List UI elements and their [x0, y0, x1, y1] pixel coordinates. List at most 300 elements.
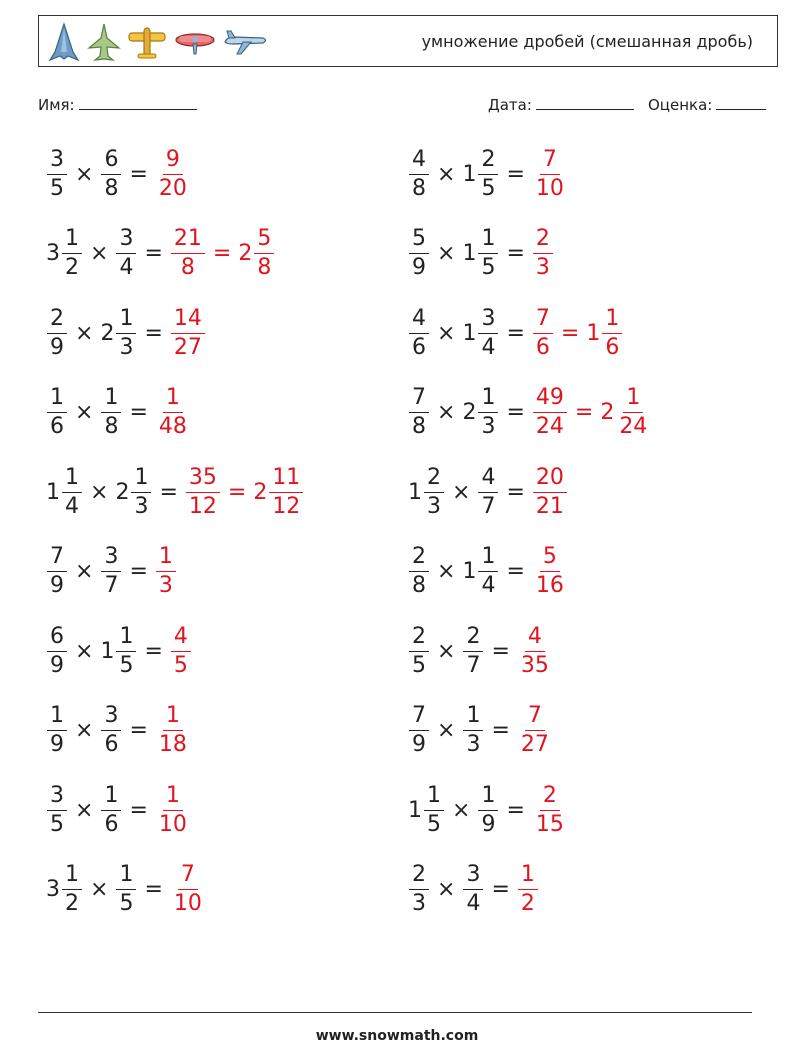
- operand-b-numerator: 3: [101, 546, 121, 572]
- operand-a-numerator: 1: [47, 387, 67, 413]
- operand-b-denominator: 6: [104, 732, 119, 757]
- operand-b-fraction: [101, 705, 121, 756]
- equals-sign: =: [144, 241, 163, 266]
- operand-a-denominator: 2: [65, 255, 79, 280]
- times-sign: ×: [437, 877, 456, 902]
- operand-b-whole: 2: [100, 320, 115, 346]
- equals-sign: =: [506, 241, 525, 266]
- operand-a-whole: 1: [408, 479, 422, 505]
- name-label: Имя:: [38, 96, 75, 114]
- equals-sign: =: [491, 877, 510, 902]
- problem-18: [408, 778, 568, 842]
- operand-a-numerator: 4: [409, 308, 429, 334]
- operand-b-numerator: 1: [478, 546, 498, 572]
- answer: [170, 623, 192, 678]
- answer-1-fraction: [533, 228, 553, 279]
- times-sign: ×: [437, 638, 456, 664]
- answer-1-numerator: 7: [540, 149, 560, 175]
- answer-2-numerator: 1: [602, 308, 622, 334]
- times-sign: ×: [437, 320, 456, 346]
- problem-12: [408, 540, 568, 604]
- problem-19: [46, 858, 206, 922]
- equals-sign: =: [506, 161, 525, 187]
- operand-b-denominator: 8: [104, 175, 119, 201]
- operand-a-denominator: 9: [50, 573, 64, 598]
- operand-a-denominator: 4: [65, 493, 79, 519]
- times-sign: ×: [437, 241, 456, 266]
- answer: [170, 228, 275, 279]
- answer-1-fraction: [533, 546, 567, 597]
- biplane-icon: [127, 22, 167, 62]
- operand-a-whole: 1: [408, 797, 422, 823]
- operand-a-numerator: 7: [409, 705, 429, 731]
- equals-sign: =: [506, 559, 525, 584]
- equals-sign: =: [129, 559, 148, 584]
- answer: [532, 305, 623, 360]
- operand-a-fraction: [424, 464, 444, 519]
- problem-14: [408, 619, 553, 683]
- problem-7: [46, 381, 191, 445]
- problem-20: [408, 858, 539, 922]
- operand-a-fraction: [47, 546, 67, 597]
- answer: [517, 705, 553, 756]
- operand-a-fraction: [47, 623, 67, 678]
- answer-1-fraction: [533, 782, 567, 837]
- answer: [532, 464, 568, 519]
- times-sign: ×: [437, 161, 456, 187]
- answer-1-numerator: 7: [525, 705, 545, 731]
- equals-sign: =: [144, 877, 163, 902]
- operand-b-numerator: 1: [131, 467, 151, 493]
- problem-1: [46, 142, 191, 206]
- answer-1-denominator: 21: [535, 493, 564, 519]
- equals-sign: =: [144, 320, 163, 346]
- operand-a-fraction: [409, 387, 429, 438]
- problem-5: [46, 301, 206, 365]
- answer-equals-sign: =: [212, 241, 232, 266]
- answer-1-denominator: 27: [173, 334, 202, 360]
- operand-b-denominator: 3: [134, 493, 149, 519]
- operand-a-denominator: 8: [412, 573, 426, 598]
- answer-2-whole: 1: [586, 320, 601, 346]
- operand-b-whole: 1: [100, 638, 115, 664]
- answer-1-fraction: [518, 864, 538, 915]
- operand-a-numerator: 7: [47, 546, 67, 572]
- answer-2-whole: 2: [238, 241, 253, 266]
- operand-a-denominator: 9: [412, 732, 426, 757]
- rocket-icon: [47, 22, 81, 62]
- answer-1-fraction: [186, 464, 220, 519]
- operand-a-denominator: 8: [412, 414, 426, 439]
- answer: [155, 546, 177, 597]
- answer-1-denominator: 2: [520, 891, 535, 916]
- operand-b-whole: 1: [462, 241, 477, 266]
- equals-sign: =: [129, 400, 148, 425]
- operand-a-denominator: 6: [412, 334, 426, 360]
- answer-1-denominator: 15: [535, 811, 564, 837]
- operand-b-whole: 1: [462, 161, 477, 187]
- operand-a-fraction: [409, 305, 429, 360]
- equals-sign: =: [506, 400, 525, 425]
- operand-b-fraction: [101, 782, 121, 837]
- operand-a-fraction: [409, 623, 429, 678]
- equals-sign: =: [159, 479, 178, 505]
- airliner-icon: [223, 22, 269, 62]
- answer-2-numerator: 5: [254, 228, 274, 254]
- operand-b-denominator: 4: [119, 255, 134, 280]
- problem-6: [408, 301, 623, 365]
- equals-sign: =: [506, 320, 525, 346]
- answer-1-fraction: [171, 228, 205, 279]
- equals-sign: =: [129, 161, 148, 187]
- answer-1-numerator: 7: [533, 308, 553, 334]
- operand-b-fraction: [116, 305, 136, 360]
- footer-divider: [38, 1012, 752, 1013]
- operand-b-whole: 2: [462, 400, 477, 425]
- operand-b-denominator: 5: [481, 255, 496, 280]
- plane-icons: [47, 20, 269, 64]
- equals-sign: =: [506, 479, 525, 505]
- answer-1-numerator: 5: [540, 546, 560, 572]
- answer-2-denominator: 6: [605, 334, 620, 360]
- answer-1-denominator: 3: [158, 573, 173, 598]
- times-sign: ×: [437, 718, 456, 743]
- operand-b-fraction: [131, 464, 151, 519]
- answer-1-numerator: 7: [178, 864, 198, 890]
- operand-a-numerator: 1: [62, 864, 82, 890]
- answer-1-numerator: 2: [540, 785, 560, 811]
- operand-b-denominator: 4: [466, 891, 481, 916]
- operand-b-numerator: 1: [463, 705, 483, 731]
- times-sign: ×: [90, 241, 109, 266]
- answer-1-fraction: [533, 146, 567, 201]
- problem-17: [46, 778, 191, 842]
- operand-a-fraction: [409, 546, 429, 597]
- operand-b-fraction: [101, 387, 121, 438]
- times-sign: ×: [452, 797, 471, 823]
- operand-b-fraction: [101, 546, 121, 597]
- times-sign: ×: [75, 161, 94, 187]
- operand-b-denominator: 4: [481, 573, 496, 598]
- answer: [532, 782, 568, 837]
- times-sign: ×: [75, 320, 94, 346]
- answer: [532, 387, 651, 438]
- problem-13: [46, 619, 192, 683]
- times-sign: ×: [90, 479, 109, 505]
- equals-sign: =: [144, 638, 163, 664]
- answer-equals-sign: =: [574, 400, 594, 425]
- operand-a-denominator: 2: [65, 891, 79, 916]
- problem-15: [46, 699, 191, 763]
- operand-a-fraction: [424, 782, 444, 837]
- answer: [532, 546, 568, 597]
- answer-1-numerator: 21: [171, 228, 205, 254]
- operand-b-numerator: 2: [463, 626, 483, 652]
- operand-a-denominator: 9: [50, 334, 64, 360]
- answer-2-numerator: 11: [269, 467, 303, 493]
- answer-equals-sign: =: [227, 479, 247, 505]
- answer-1-numerator: 14: [171, 308, 205, 334]
- name-field: [38, 96, 197, 114]
- answer-1-denominator: 16: [535, 573, 564, 598]
- operand-a-denominator: 6: [50, 414, 64, 439]
- operand-a-fraction: [409, 146, 429, 201]
- operand-b-denominator: 8: [104, 414, 119, 439]
- operand-b-denominator: 5: [119, 891, 134, 916]
- equals-sign: =: [506, 797, 525, 823]
- answer-1-fraction: [171, 623, 191, 678]
- answer-1-numerator: 1: [163, 705, 183, 731]
- operand-b-fraction: [478, 228, 498, 279]
- operand-b-denominator: 3: [481, 414, 496, 439]
- operand-a-whole: 1: [46, 479, 60, 505]
- operand-a-whole: 3: [46, 241, 60, 266]
- fighter-jet-icon: [87, 22, 121, 62]
- operand-a-numerator: 7: [409, 387, 429, 413]
- answer: [155, 705, 191, 756]
- operand-a-fraction: [62, 464, 82, 519]
- answer-1-denominator: 10: [173, 891, 202, 916]
- answer-1-fraction: [156, 146, 190, 201]
- answer-1-numerator: 9: [163, 149, 183, 175]
- answer-1-denominator: 27: [520, 732, 549, 757]
- operand-a-fraction: [62, 864, 82, 915]
- times-sign: ×: [437, 559, 456, 584]
- operand-b-numerator: 6: [101, 149, 121, 175]
- answer-1-denominator: 8: [180, 255, 195, 280]
- operand-b-fraction: [478, 146, 498, 201]
- answer: [185, 464, 304, 519]
- date-field: [488, 96, 634, 114]
- answer: [170, 864, 206, 915]
- date-label: Дата:: [488, 96, 532, 114]
- operand-a-numerator: 2: [409, 626, 429, 652]
- operand-a-numerator: 2: [424, 467, 444, 493]
- problem-11: [46, 540, 177, 604]
- operand-b-fraction: [478, 387, 498, 438]
- answer-1-numerator: 1: [156, 546, 176, 572]
- answer-2-fraction: [616, 387, 650, 438]
- operand-b-fraction: [116, 623, 136, 678]
- operand-b-denominator: 5: [481, 175, 496, 201]
- answer: [170, 305, 206, 360]
- grade-field: [648, 96, 766, 114]
- answer: [532, 228, 554, 279]
- answer-1-fraction: [156, 546, 176, 597]
- answer-1-numerator: 1: [163, 387, 183, 413]
- operand-a-denominator: 5: [412, 652, 426, 678]
- operand-a-fraction: [409, 228, 429, 279]
- answer-1-fraction: [533, 305, 553, 360]
- equals-sign: =: [129, 797, 148, 823]
- operand-a-denominator: 3: [427, 493, 441, 519]
- answer-1-numerator: 20: [533, 467, 567, 493]
- times-sign: ×: [452, 479, 471, 505]
- answer-1-denominator: 24: [535, 414, 564, 439]
- answer-equals-sign: =: [560, 320, 580, 346]
- times-sign: ×: [90, 877, 109, 902]
- times-sign: ×: [75, 797, 94, 823]
- operand-a-numerator: 1: [424, 785, 444, 811]
- answer: [155, 387, 191, 438]
- operand-a-fraction: [47, 782, 67, 837]
- operand-b-denominator: 7: [466, 652, 481, 678]
- answer-1-numerator: 1: [163, 785, 183, 811]
- operand-b-denominator: 3: [466, 732, 481, 757]
- operand-a-denominator: 5: [50, 175, 64, 201]
- operand-b-numerator: 1: [478, 387, 498, 413]
- answer-1-denominator: 20: [158, 175, 187, 201]
- header-box: [38, 15, 778, 67]
- answer-1-denominator: 5: [173, 652, 188, 678]
- operand-a-fraction: [62, 228, 82, 279]
- answer-1-numerator: 35: [186, 467, 220, 493]
- problem-9: [46, 460, 304, 524]
- problem-16: [408, 699, 553, 763]
- answer-1-denominator: 10: [535, 175, 564, 201]
- operand-a-fraction: [47, 146, 67, 201]
- operand-b-numerator: 1: [478, 228, 498, 254]
- operand-b-whole: 1: [462, 320, 477, 346]
- operand-b-fraction: [463, 623, 483, 678]
- operand-a-numerator: 2: [409, 546, 429, 572]
- problem-2: [408, 142, 568, 206]
- answer-1-denominator: 12: [188, 493, 217, 519]
- operand-b-whole: 1: [462, 559, 477, 584]
- answer-2-fraction: [602, 305, 622, 360]
- operand-b-denominator: 4: [481, 334, 496, 360]
- answer-1-fraction: [171, 864, 205, 915]
- problem-8: [408, 381, 651, 445]
- answer-1-denominator: 35: [520, 652, 549, 678]
- operand-b-fraction: [478, 464, 498, 519]
- answer-1-numerator: 4: [171, 626, 191, 652]
- operand-a-denominator: 8: [412, 175, 426, 201]
- operand-a-denominator: 9: [50, 652, 64, 678]
- answer-1-fraction: [518, 705, 552, 756]
- answer-1-denominator: 6: [535, 334, 550, 360]
- times-sign: ×: [437, 400, 456, 425]
- operand-b-fraction: [463, 705, 483, 756]
- answer-2-whole: 2: [600, 400, 615, 425]
- answer-1-numerator: 2: [533, 228, 553, 254]
- operand-a-fraction: [47, 387, 67, 438]
- equals-sign: =: [491, 718, 510, 743]
- problem-3: [46, 222, 275, 286]
- answer-1-numerator: 49: [533, 387, 567, 413]
- answer: [155, 782, 191, 837]
- operand-b-denominator: 5: [119, 652, 134, 678]
- times-sign: ×: [75, 638, 94, 664]
- operand-a-denominator: 3: [412, 891, 426, 916]
- operand-a-fraction: [47, 305, 67, 360]
- date-blank[interactable]: [536, 97, 634, 110]
- equals-sign: =: [129, 718, 148, 743]
- operand-a-numerator: 4: [409, 149, 429, 175]
- operand-a-fraction: [409, 705, 429, 756]
- operand-b-numerator: 3: [116, 228, 136, 254]
- operand-b-numerator: 1: [116, 308, 136, 334]
- operand-b-numerator: 3: [463, 864, 483, 890]
- operand-b-denominator: 3: [119, 334, 134, 360]
- answer: [517, 623, 553, 678]
- answer-2-fraction: [269, 464, 303, 519]
- operand-a-fraction: [47, 705, 67, 756]
- operand-a-numerator: 1: [62, 467, 82, 493]
- times-sign: ×: [75, 559, 94, 584]
- operand-b-numerator: 1: [101, 387, 121, 413]
- times-sign: ×: [75, 718, 94, 743]
- operand-b-numerator: 4: [478, 467, 498, 493]
- answer-1-numerator: 4: [525, 626, 545, 652]
- answer-2-fraction: [254, 228, 274, 279]
- operand-b-numerator: 2: [478, 149, 498, 175]
- answer-1-fraction: [518, 623, 552, 678]
- operand-b-numerator: 3: [478, 308, 498, 334]
- answer-1-denominator: 18: [158, 732, 187, 757]
- operand-b-whole: 2: [115, 479, 130, 505]
- problem-4: [408, 222, 554, 286]
- grade-label: Оценка:: [648, 96, 713, 114]
- operand-a-numerator: 2: [409, 864, 429, 890]
- answer-2-whole: 2: [253, 479, 268, 505]
- answer-2-denominator: 24: [619, 414, 648, 439]
- operand-a-numerator: 3: [47, 149, 67, 175]
- answer-1-fraction: [533, 387, 567, 438]
- equals-sign: =: [491, 638, 510, 664]
- answer: [155, 146, 191, 201]
- answer-2-denominator: 12: [272, 493, 301, 519]
- answer-1-denominator: 10: [158, 811, 187, 837]
- answer-1-fraction: [156, 705, 190, 756]
- sheet-title: умножение дробей (смешанная дробь): [421, 32, 753, 51]
- operand-b-numerator: 1: [478, 785, 498, 811]
- times-sign: ×: [75, 400, 94, 425]
- operand-a-denominator: 5: [427, 811, 441, 837]
- operand-b-denominator: 7: [104, 573, 119, 598]
- operand-a-numerator: 1: [47, 705, 67, 731]
- operand-a-denominator: 9: [412, 255, 426, 280]
- operand-a-numerator: 3: [47, 785, 67, 811]
- operand-b-fraction: [478, 305, 498, 360]
- answer-1-fraction: [171, 305, 205, 360]
- answer: [532, 146, 568, 201]
- operand-b-numerator: 1: [116, 626, 136, 652]
- answer-1-denominator: 48: [158, 414, 187, 439]
- name-blank[interactable]: [79, 97, 197, 110]
- operand-b-fraction: [478, 546, 498, 597]
- operand-b-fraction: [116, 228, 136, 279]
- footer-url: www.snowmath.com: [315, 1028, 479, 1044]
- operand-b-numerator: 3: [101, 705, 121, 731]
- operand-a-numerator: 5: [409, 228, 429, 254]
- propeller-plane-icon: [173, 22, 217, 62]
- operand-a-numerator: 2: [47, 308, 67, 334]
- operand-b-denominator: 9: [481, 811, 496, 837]
- answer-1-fraction: [533, 464, 567, 519]
- operand-a-denominator: 9: [50, 732, 64, 757]
- operand-b-numerator: 1: [116, 864, 136, 890]
- operand-a-whole: 3: [46, 877, 60, 902]
- answer-1-numerator: 1: [518, 864, 538, 890]
- answer-2-denominator: 8: [257, 255, 272, 280]
- grade-blank[interactable]: [716, 97, 766, 110]
- operand-a-numerator: 1: [62, 228, 82, 254]
- operand-a-numerator: 6: [47, 626, 67, 652]
- operand-b-denominator: 7: [481, 493, 496, 519]
- answer-1-fraction: [156, 387, 190, 438]
- answer-2-numerator: 1: [623, 387, 643, 413]
